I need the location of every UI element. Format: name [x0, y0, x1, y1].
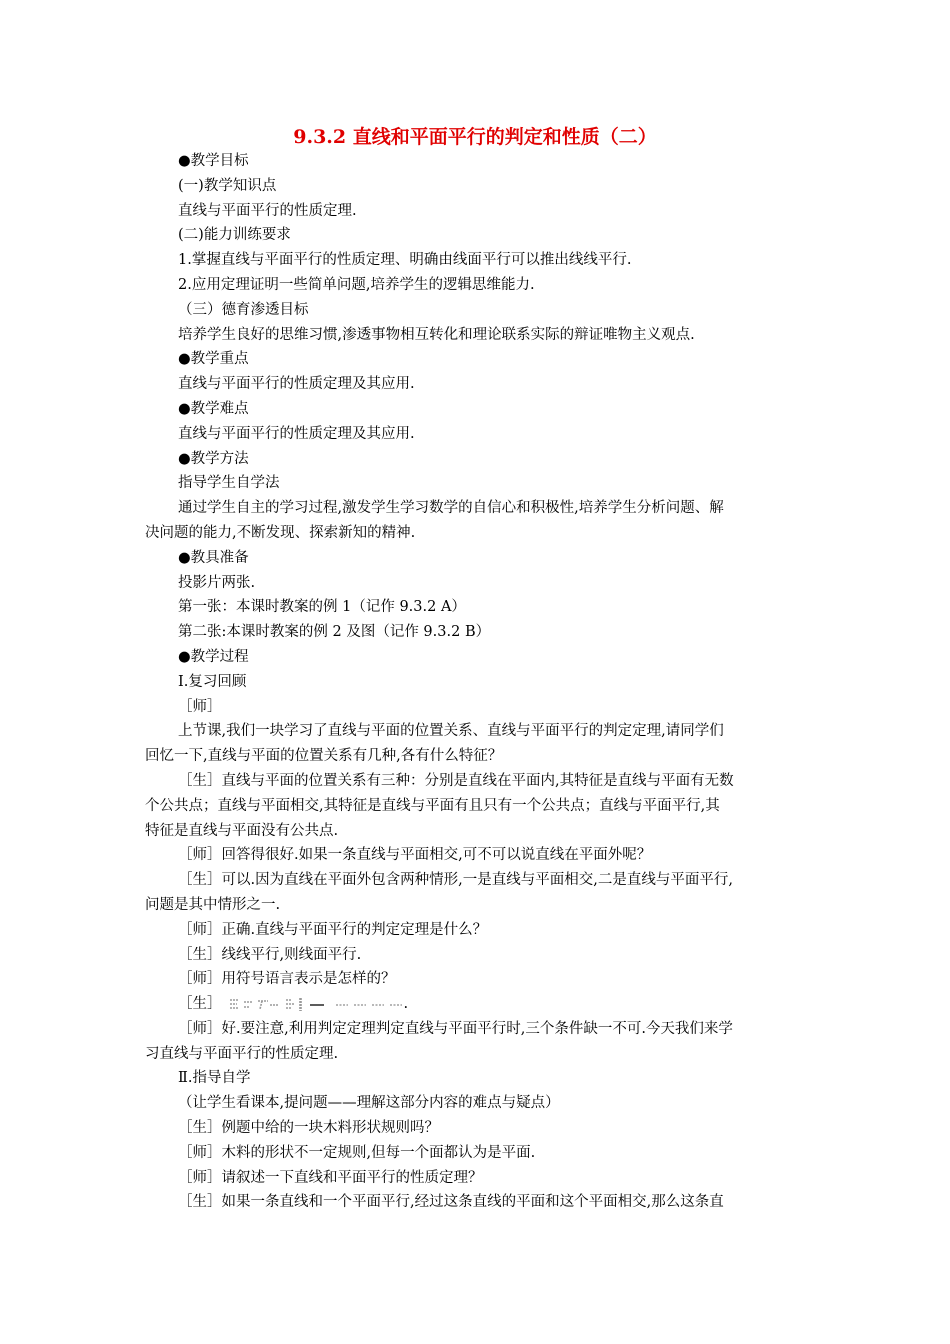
text-line-content: ［生］如果一条直线和一个平面平行,经过这条直线的平面和这个平面相交,那么这条直	[178, 1194, 724, 1211]
text-line	[145, 769, 810, 794]
text-line-content: ●教学方法	[178, 450, 249, 467]
text-line-content: ［师］	[178, 698, 222, 715]
text-line-content: 直线与平面平行的性质定理.	[178, 202, 357, 219]
text-line	[145, 620, 810, 645]
text-line	[145, 521, 810, 546]
text-line	[145, 819, 810, 844]
text-line	[145, 273, 810, 298]
text-line-content: ［生］	[178, 996, 222, 1013]
text-line-content: 习直线与平面平行的性质定理.	[145, 1045, 339, 1062]
text-line	[145, 298, 810, 323]
text-line-content: 2.应用定理证明一些简单问题,培养学生的逻辑思维能力.	[178, 276, 535, 293]
text-line-content: 通过学生自主的学习过程,激发学生学习数学的自信心和积极性,培养学生分析问题、解	[178, 500, 724, 517]
text-line-content: 个公共点；直线与平面相交,其特征是直线与平面有且只有一个公共点；直线与平面平行,其	[145, 797, 720, 814]
text-line-content: ［生］例题中给的一块木料形状规则吗？	[178, 1120, 439, 1137]
text-line	[145, 372, 810, 397]
text-line-content: 1.掌握直线与平面平行的性质定理、明确由线面平行可以推出线线平行.	[178, 252, 632, 269]
document-body	[145, 149, 810, 1215]
text-line	[145, 893, 810, 918]
text-line	[145, 868, 810, 893]
text-line	[145, 670, 810, 695]
text-line-content: ●教学目标	[178, 153, 249, 169]
text-line	[145, 471, 810, 496]
formula-image-tail	[334, 999, 404, 1009]
text-line-content: 问题是其中情形之一.	[145, 896, 281, 913]
text-line-content: 投影片两张.	[178, 574, 256, 591]
text-line-content: （让学生看课本,提问题——理解这部分内容的难点与疑点）	[178, 1095, 560, 1112]
text-line-content: （三）德育渗透目标	[178, 301, 309, 318]
text-line-content: 第一张：本课时教案的例 1（记作 9.3.2 A）	[178, 599, 466, 616]
text-line-content: ［师］好.要注意,利用判定定理判定直线与平面平行时,三个条件缺一不可.今天我们来学	[178, 1020, 733, 1037]
text-line	[145, 149, 810, 174]
text-line-content: ［生］可以.因为直线在平面外包含两种情形,一是直线与平面相交,二是直线与平面平行,	[178, 872, 733, 889]
text-line	[145, 199, 810, 224]
text-line-content: (一)教学知识点	[178, 177, 277, 194]
text-line-content: ［师］回答得很好.如果一条直线与平面相交,可不可以说直线在平面外呢？	[178, 847, 652, 864]
text-line-content: 决问题的能力,不断发现、探索新知的精神.	[145, 524, 416, 541]
text-line	[145, 571, 810, 596]
text-line	[145, 595, 810, 620]
text-line	[145, 943, 810, 968]
text-line	[145, 1066, 810, 1091]
text-line-content: ●教学重点	[178, 351, 249, 368]
text-line-content: ●教学难点	[178, 400, 249, 417]
text-line	[145, 645, 810, 670]
formula-image	[228, 996, 324, 1012]
text-line-content: 特征是直线与平面没有公共点.	[145, 822, 339, 839]
text-line-content: 第二张:本课时教案的例 2 及图（记作 9.3.2 B）	[178, 624, 491, 641]
text-line	[145, 1190, 810, 1215]
text-line	[145, 347, 810, 372]
text-line	[145, 918, 810, 943]
text-line	[145, 695, 810, 720]
text-line-content: ［师］用符号语言表示是怎样的？	[178, 971, 396, 988]
text-line	[145, 248, 810, 273]
text-line-content: ［生］线线平行,则线面平行.	[178, 946, 362, 963]
text-line	[145, 967, 810, 992]
text-line	[145, 744, 810, 769]
text-line-content: ［师］请叙述一下直线和平面平行的性质定理？	[178, 1169, 483, 1186]
text-line-content: 回忆一下,直线与平面的位置关系有几种,各有什么特征？	[145, 748, 503, 765]
text-line	[145, 174, 810, 199]
text-line-content: ●教学过程	[178, 648, 249, 665]
text-line	[145, 447, 810, 472]
text-line-content: ［生］直线与平面的位置关系有三种：分别是直线在平面内,其特征是直线与平面有无数	[178, 772, 734, 789]
text-line-content: 直线与平面平行的性质定理及其应用.	[178, 376, 415, 393]
text-line-content: ［师］正确.直线与平面平行的判定定理是什么？	[178, 921, 488, 938]
text-line-content: ［师］木料的形状不一定规则,但每一个面都认为是平面.	[178, 1144, 536, 1161]
text-line	[145, 397, 810, 422]
text-line	[145, 546, 810, 571]
text-line-content: 培养学生良好的思维习惯,渗透事物相互转化和理论联系实际的辩证唯物主义观点.	[178, 326, 695, 343]
text-line	[145, 1042, 810, 1067]
text-line-content: 指导学生自学法	[178, 475, 280, 492]
text-line	[145, 843, 810, 868]
text-line	[145, 1166, 810, 1191]
text-line-content: 直线与平面平行的性质定理及其应用.	[178, 425, 415, 442]
text-line-content: Ⅱ.指导自学	[178, 1070, 251, 1087]
document-title: 9.3.2 直线和平面平行的判定和性质（二）	[293, 126, 657, 148]
text-line	[145, 794, 810, 819]
text-line	[145, 422, 810, 447]
text-line	[145, 1091, 810, 1116]
text-line-content: ●教具准备	[178, 549, 249, 566]
text-line-content: Ⅰ.复习回顾	[178, 673, 247, 690]
text-line-content: (二)能力训练要求	[178, 227, 291, 244]
text-line	[145, 992, 810, 1017]
text-line	[145, 1116, 810, 1141]
text-line	[145, 1017, 810, 1042]
text-line	[145, 719, 810, 744]
text-line	[145, 223, 810, 248]
text-line	[145, 1141, 810, 1166]
text-line	[145, 323, 810, 348]
text-line	[145, 496, 810, 521]
formula-suffix: .	[403, 996, 409, 1013]
text-line-content: 上节课,我们一块学习了直线与平面的位置关系、直线与平面平行的判定定理,请同学们	[178, 723, 724, 740]
